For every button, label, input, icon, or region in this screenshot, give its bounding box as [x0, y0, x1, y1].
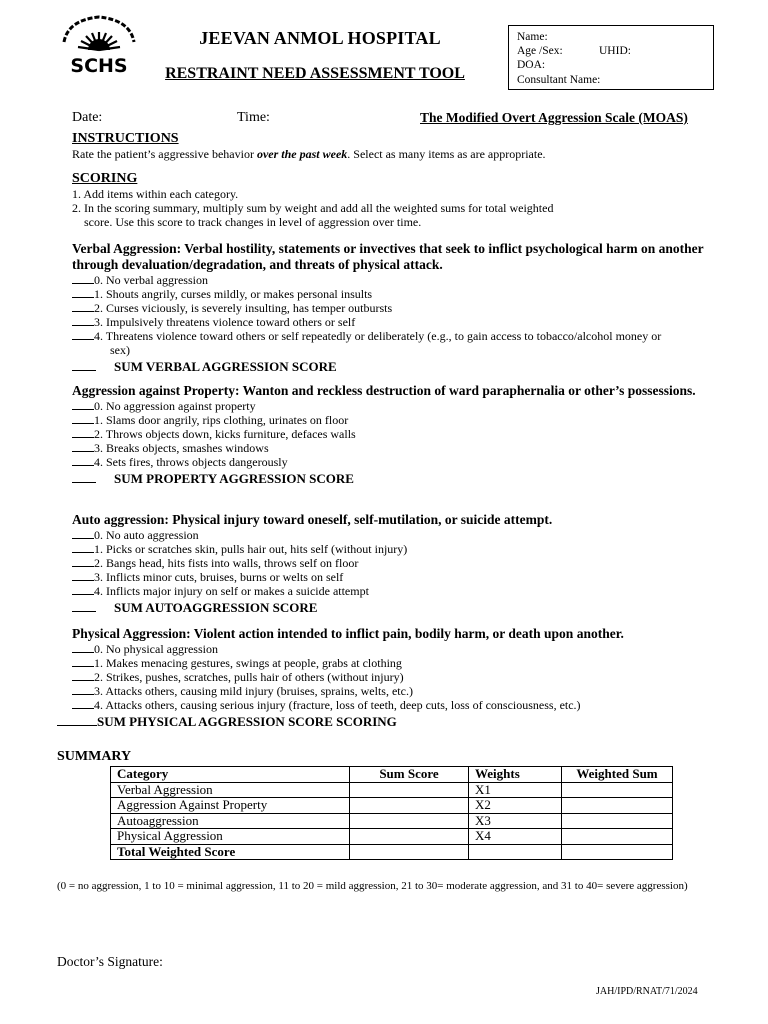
category-title: Physical Aggression: Violent action intended to inflict pain, bodily harm, or death upon another.	[72, 626, 624, 641]
instructions-text-end: . Select as many items as are appropriate.	[347, 147, 546, 161]
scoring-heading: SCORING	[72, 171, 138, 186]
logo-text: SCHS	[70, 55, 128, 77]
score-item[interactable]	[72, 427, 712, 441]
score-item[interactable]	[72, 542, 712, 556]
weighted-sum-cell[interactable]	[562, 813, 673, 829]
category-title: Aggression against Property: Wanton and reckless destruction of ward paraphernalia or other’s possessions.	[72, 383, 696, 398]
summary-heading: SUMMARY	[57, 749, 132, 764]
answer-blank[interactable]	[72, 656, 94, 667]
patient-doa-field[interactable]: DOA:	[517, 59, 546, 72]
weight-cell: X3	[469, 813, 562, 829]
weight-cell: X1	[469, 782, 562, 798]
score-item[interactable]	[72, 670, 712, 684]
answer-blank[interactable]	[72, 570, 94, 581]
sum-blank[interactable]	[72, 472, 96, 483]
total-label-cell: Total Weighted Score	[111, 844, 350, 860]
score-item[interactable]	[72, 455, 712, 469]
auto-aggression-section	[72, 512, 712, 616]
column-header: Category	[111, 767, 350, 783]
answer-blank[interactable]	[72, 427, 94, 438]
instructions-section	[72, 131, 712, 161]
sum-verbal-row[interactable]	[72, 359, 712, 375]
patient-age-sex-field[interactable]: Age /Sex:	[517, 45, 563, 58]
sum-score-cell[interactable]	[350, 829, 469, 845]
item-label: 2. Strikes, pushes, scratches, pulls hair of others (without injury)	[94, 670, 404, 684]
answer-blank[interactable]	[72, 584, 94, 595]
item-label: 3. Breaks objects, smashes windows	[94, 441, 269, 455]
patient-name-field[interactable]: Name:	[517, 31, 548, 43]
item-label: 1. Slams door angrily, rips clothing, urinates on floor	[94, 413, 349, 427]
category-cell: Verbal Aggression	[111, 782, 350, 798]
answer-blank[interactable]	[72, 528, 94, 539]
score-item[interactable]	[72, 329, 712, 343]
column-header: Weights	[469, 767, 562, 783]
answer-blank[interactable]	[72, 684, 94, 695]
item-label: 4. Sets fires, throws objects dangerously	[94, 455, 288, 469]
table-header-row	[111, 767, 673, 783]
score-item[interactable]	[72, 570, 712, 584]
score-item[interactable]	[72, 528, 712, 542]
verbal-aggression-section	[72, 241, 712, 375]
score-item[interactable]	[72, 556, 712, 570]
item-label: 1. Shouts angrily, curses mildly, or makes personal insults	[94, 287, 373, 301]
score-item[interactable]	[72, 441, 712, 455]
answer-blank[interactable]	[72, 329, 94, 340]
time-field[interactable]: Time:	[237, 110, 270, 125]
score-item[interactable]	[72, 656, 712, 670]
sum-score-cell[interactable]	[350, 782, 469, 798]
answer-blank[interactable]	[72, 413, 94, 424]
score-item[interactable]	[72, 315, 712, 329]
sum-label: SUM PHYSICAL AGGRESSION SCORE SCORING	[97, 714, 397, 729]
sum-blank[interactable]	[72, 601, 96, 612]
scoring-line-1: 1. Add items within each category.	[72, 187, 239, 201]
score-item[interactable]	[72, 399, 712, 413]
instructions-emphasis: over the past week	[256, 147, 348, 161]
answer-blank[interactable]	[72, 301, 94, 312]
weighted-sum-cell[interactable]	[562, 844, 673, 860]
item-label: 2. Curses viciously, is severely insulting, has temper outbursts	[94, 301, 393, 315]
category-cell: Physical Aggression	[111, 829, 350, 845]
column-header: Sum Score	[350, 767, 469, 783]
item-label: 3. Attacks others, causing mild injury (bruises, sprains, welts, etc.)	[94, 684, 413, 698]
sum-label: SUM AUTOAGGRESSION SCORE	[114, 600, 318, 615]
answer-blank[interactable]	[72, 273, 94, 284]
sum-label: SUM VERBAL AGGRESSION SCORE	[114, 359, 337, 374]
hospital-name: JEEVAN ANMOL HOSPITAL	[199, 28, 441, 48]
answer-blank[interactable]	[72, 642, 94, 653]
schs-logo-icon	[58, 12, 140, 78]
table-row-total	[111, 844, 673, 860]
scoring-line-2: 2. In the scoring summary, multiply sum by weight and add all the weighted sums for total weighted	[72, 201, 554, 215]
item-label: 0. No physical aggression	[94, 642, 218, 656]
patient-info-box	[508, 25, 714, 90]
table-row	[111, 798, 673, 814]
date-field[interactable]: Date:	[72, 110, 103, 125]
sum-label: SUM PROPERTY AGGRESSION SCORE	[114, 471, 354, 486]
item-continuation: sex)	[110, 343, 130, 357]
table-row	[111, 782, 673, 798]
item-label: 0. No verbal aggression	[94, 273, 208, 287]
score-item[interactable]	[72, 287, 712, 301]
score-item[interactable]	[72, 413, 712, 427]
property-aggression-section	[72, 383, 712, 487]
patient-uhid-field[interactable]: UHID:	[599, 45, 631, 57]
instructions-text-start: Rate the patient’s aggressive behavior	[72, 147, 257, 161]
answer-blank[interactable]	[72, 670, 94, 681]
scoring-line-3: score. Use this score to track changes in level of aggression over time.	[84, 215, 422, 229]
table-row	[111, 813, 673, 829]
category-cell: Autoaggression	[111, 813, 350, 829]
instructions-heading: INSTRUCTIONS	[72, 131, 179, 146]
sum-physical-row[interactable]	[57, 714, 712, 730]
scale-title: The Modified Overt Aggression Scale (MOAS)	[420, 110, 688, 125]
category-title: Verbal Aggression: Verbal hostility, statements or invectives that seek to inflict psychological harm on another through devaluation/degradation, and threats of physical attack.	[72, 241, 704, 272]
weighted-sum-cell[interactable]	[562, 829, 673, 845]
score-item[interactable]	[72, 642, 712, 656]
category-cell: Aggression Against Property	[111, 798, 350, 814]
score-legend: (0 = no aggression, 1 to 10 = minimal aggression, 11 to 20 = mild aggression, 21 to 30= moderate aggression, and 31 to 40= severe aggression)	[57, 880, 688, 892]
answer-blank[interactable]	[72, 556, 94, 567]
doctor-signature-field[interactable]: Doctor’s Signature:	[57, 954, 163, 969]
category-title: Auto aggression: Physical injury toward oneself, self-mutilation, or suicide attempt.	[72, 512, 553, 527]
item-label: 1. Picks or scratches skin, pulls hair out, hits self (without injury)	[94, 542, 408, 556]
score-item[interactable]	[72, 301, 712, 315]
item-label: 0. No aggression against property	[94, 399, 256, 413]
consultant-name-field[interactable]: Consultant Name:	[517, 73, 601, 86]
hospital-logo	[58, 12, 140, 78]
answer-blank[interactable]	[72, 542, 94, 553]
form-title: RESTRAINT NEED ASSESSMENT TOOL	[165, 65, 465, 82]
weighted-sum-cell[interactable]	[562, 798, 673, 814]
summary-table	[110, 766, 673, 860]
answer-blank[interactable]	[72, 287, 94, 298]
score-item[interactable]	[72, 684, 712, 698]
item-label: 2. Bangs head, hits fists into walls, throws self on floor	[94, 556, 359, 570]
weighted-sum-cell[interactable]	[562, 782, 673, 798]
score-item[interactable]	[72, 584, 712, 598]
item-label: 3. Inflicts minor cuts, bruises, burns or welts on self	[94, 570, 344, 584]
answer-blank[interactable]	[72, 399, 94, 410]
item-label: 2. Throws objects down, kicks furniture, defaces walls	[94, 427, 356, 441]
sum-score-cell[interactable]	[350, 813, 469, 829]
item-label: 1. Makes menacing gestures, swings at people, grabs at clothing	[94, 656, 402, 670]
sum-property-row[interactable]	[72, 471, 712, 487]
item-label: 4. Inflicts major injury on self or makes a suicide attempt	[94, 584, 369, 598]
item-label: 0. No auto aggression	[94, 528, 199, 542]
score-item[interactable]	[72, 698, 712, 712]
sum-blank[interactable]	[57, 715, 97, 726]
column-header: Weighted Sum	[562, 767, 673, 783]
table-row	[111, 829, 673, 845]
physical-aggression-section	[72, 626, 712, 730]
instructions-text	[72, 147, 712, 161]
weight-cell	[469, 844, 562, 860]
sum-score-cell[interactable]	[350, 798, 469, 814]
sum-blank[interactable]	[72, 360, 96, 371]
item-label: 4. Attacks others, causing serious injury (fracture, loss of teeth, deep cuts, loss of consciousness, etc.)	[94, 698, 581, 712]
answer-blank[interactable]	[72, 441, 94, 452]
document-code: JAH/IPD/RNAT/71/2024	[596, 986, 698, 997]
sum-auto-row[interactable]	[72, 600, 712, 616]
weight-cell: X2	[469, 798, 562, 814]
scoring-section	[72, 171, 712, 229]
item-label: 3. Impulsively threatens violence toward others or self	[94, 315, 356, 329]
answer-blank[interactable]	[72, 698, 94, 709]
sum-score-cell[interactable]	[350, 844, 469, 860]
answer-blank[interactable]	[72, 315, 94, 326]
answer-blank[interactable]	[72, 455, 94, 466]
score-item[interactable]	[72, 273, 712, 287]
item-label: 4. Threatens violence toward others or self repeatedly or deliberately (e.g., to gain access to tobacco/alcohol money or	[94, 329, 662, 343]
weight-cell: X4	[469, 829, 562, 845]
